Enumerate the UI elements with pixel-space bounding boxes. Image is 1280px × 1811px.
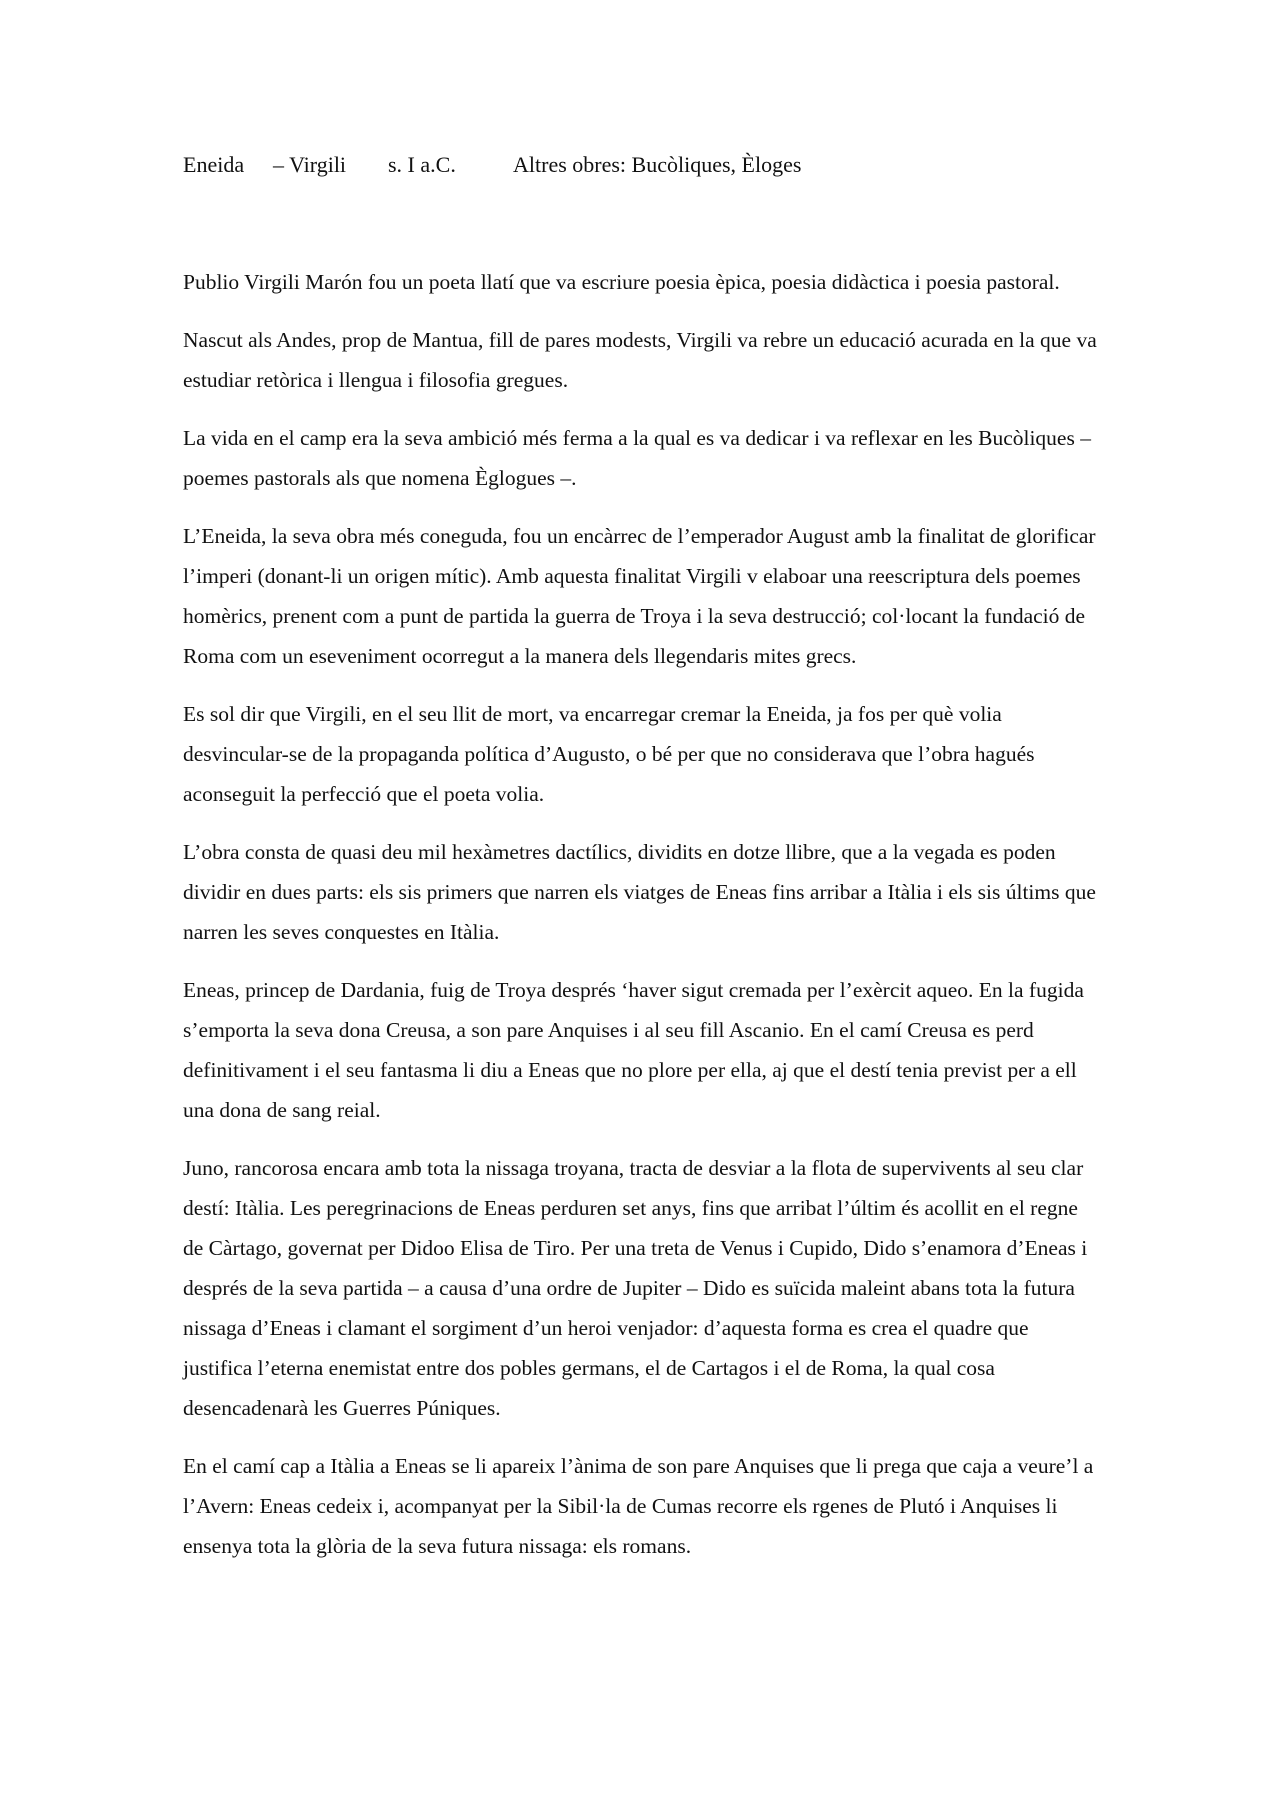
document-header — [183, 148, 1083, 182]
paragraph: L’obra consta de quasi deu mil hexàmetres dactílics, dividits en dotze llibre, que a la vegada es poden dividir en dues parts: els sis primers que narren els viatges de Eneas fins arribar a Itàlia i els sis últims que narren les seves conquestes en Itàlia. — [183, 840, 1096, 944]
document-body — [183, 262, 1103, 1584]
paragraph: Juno, rancorosa encara amb tota la nissaga troyana, tracta de desviar a la flota de supervivents al seu clar destí: Itàlia. Les peregrinacions de Eneas perduren set anys, fins que arribat l’últim és acollit en el regne de Càrtago, governat per Didoo Elisa de Tiro. Per una treta de Venus i Cupido, Dido s’enamora d’Eneas i després de la seva partida – a causa d’una ordre de Jupiter – Dido es suïcida maleint abans tota la futura nissaga d’Eneas i clamant el sorgiment d’un heroi venjador: d’aquesta forma es crea el quadre que justifica l’eterna enemistat entre dos pobles germans, el de Cartagos i el de Roma, la qual cosa desencadenarà les Guerres Púniques. — [183, 1156, 1088, 1420]
author-name: – Virgili — [273, 152, 347, 177]
century-label: s. I a.C. — [388, 152, 456, 177]
paragraph: Eneas, princep de Dardania, fuig de Troya després ‘haver sigut cremada per l’exèrcit aqueo. En la fugida s’emporta la seva dona Creusa, a son pare Anquises i al seu fill Ascanio. En el camí Creusa es perd definitivament i el seu fantasma li diu a Eneas que no plore per ella, aj que el destí tenia previst per a ell una dona de sang reial. — [183, 978, 1084, 1122]
paragraph: Nascut als Andes, prop de Mantua, fill de pares modests, Virgili va rebre un educació acurada en la que va estudiar retòrica i llengua i filosofia gregues. — [183, 328, 1097, 392]
paragraph: L’Eneida, la seva obra més coneguda, fou un encàrrec de l’emperador August amb la finalitat de glorificar l’imperi (donant-li un origen mític). Amb aquesta finalitat Virgili v elaboar una reescriptura dels poemes homèrics, prenent com a punt de partida la guerra de Troya i la seva destrucció; col·locant la fundació de Roma com un eseveniment ocorregut a la manera dels llegendaris mites grecs. — [183, 524, 1096, 668]
work-title: Eneida — [183, 152, 245, 177]
paragraph: Publio Virgili Marón fou un poeta llatí que va escriure poesia èpica, poesia didàctica i poesia pastoral. — [183, 270, 1060, 294]
paragraph: En el camí cap a Itàlia a Eneas se li apareix l’ànima de son pare Anquises que li prega que caja a veure’l a l’Avern: Eneas cedeix i, acompanyat per la Sibil·la de Cumas recorre els rgenes de Plutó i Anquises li ensenya tota la glòria de la seva futura nissaga: els romans. — [183, 1454, 1094, 1558]
paragraph: La vida en el camp era la seva ambició més ferma a la qual es va dedicar i va reflexar en les Bucòliques – poemes pastorals als que nomena Èglogues –. — [183, 426, 1091, 490]
paragraph: Es sol dir que Virgili, en el seu llit de mort, va encarregar cremar la Eneida, ja fos per què volia desvincular-se de la propaganda política d’Augusto, o bé per que no considerava que l’obra hagués aconseguit la perfecció que el poeta volia. — [183, 702, 1035, 806]
other-works: Altres obres: Bucòliques, Èloges — [513, 152, 802, 177]
